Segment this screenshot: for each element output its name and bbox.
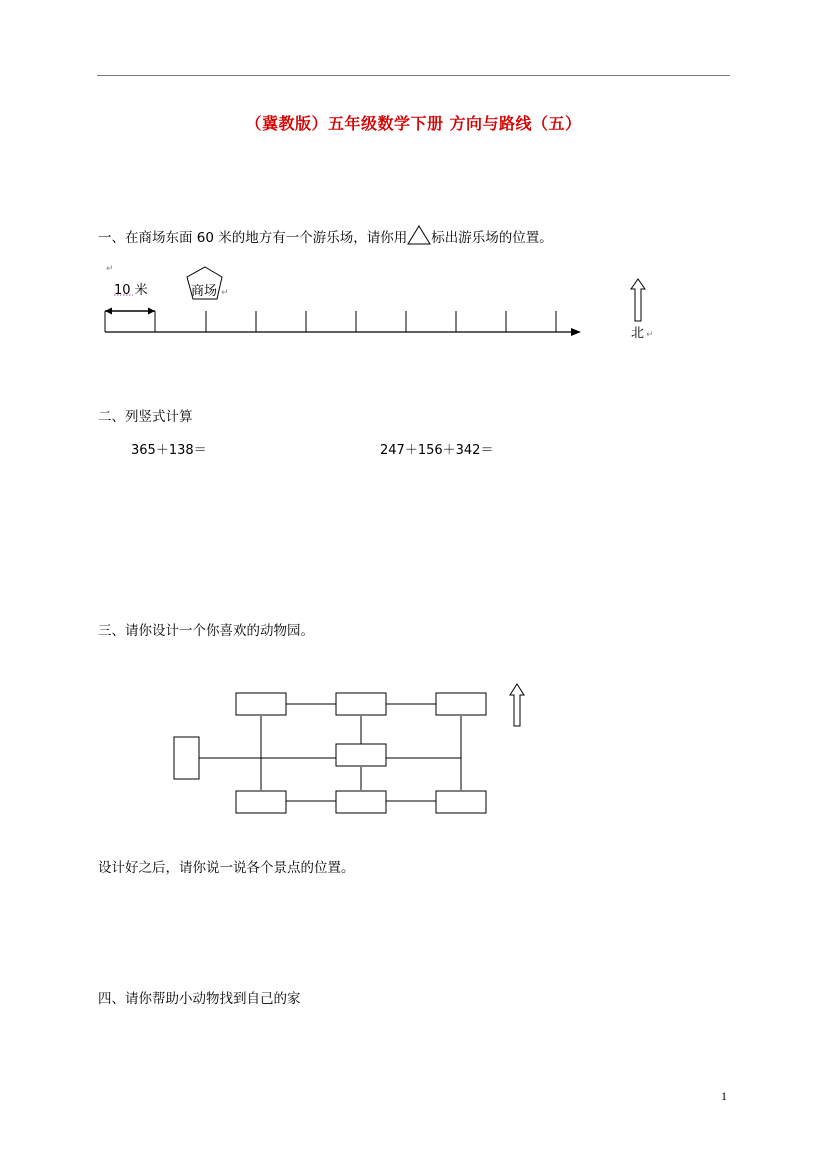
question-3-followup: 设计好之后，请你说一说各个景点的位置。: [98, 860, 355, 876]
calc-expression-1: 365＋138＝: [131, 443, 207, 458]
zoo-area-box[interactable]: [436, 791, 486, 813]
question-1-text-before: 一、在商场东面 60 米的地方有一个游乐场，请你用: [98, 230, 408, 246]
zoo-layout-diagram: [165, 675, 545, 825]
zoo-entrance-box[interactable]: [174, 737, 199, 779]
zoo-area-box[interactable]: [336, 693, 386, 715]
question-1: [98, 225, 553, 246]
question-1-text-after: 标出游乐场的位置。: [431, 230, 553, 246]
triangle-icon: [407, 225, 431, 245]
number-line-diagram: [95, 255, 695, 355]
zoo-area-box[interactable]: [436, 693, 486, 715]
tick-marks: [105, 311, 556, 332]
zoo-paths: [199, 704, 461, 801]
scale-arrow-right-head: [148, 308, 155, 315]
scale-label: 10 米: [114, 283, 148, 298]
paragraph-mark-icon: ↵: [106, 264, 114, 274]
zoo-area-box[interactable]: [336, 744, 386, 766]
north-arrow-icon: [631, 279, 645, 321]
zoo-area-box[interactable]: [236, 693, 286, 715]
zoo-area-box[interactable]: [236, 791, 286, 813]
question-2-heading: 二、列竖式计算: [98, 409, 193, 425]
north-label: 北: [631, 326, 645, 341]
mall-label: 商场: [191, 284, 218, 299]
calc-expression-2: 247＋156＋342＝: [380, 443, 494, 458]
zoo-area-box[interactable]: [336, 791, 386, 813]
scale-arrow-left-head: [105, 308, 112, 315]
paragraph-mark-icon: ↵: [646, 330, 654, 340]
north-arrow-icon: [510, 684, 524, 726]
paragraph-mark-icon: ↵: [221, 288, 229, 298]
number-line-arrowhead: [571, 328, 581, 336]
page-title: （冀教版）五年级数学下册 方向与路线（五）: [245, 114, 582, 133]
page-number: 1: [721, 1089, 727, 1103]
header-rule: [97, 75, 730, 76]
question-3-heading: 三、请你设计一个你喜欢的动物园。: [98, 623, 314, 639]
question-4-heading: 四、请你帮助小动物找到自己的家: [98, 991, 301, 1007]
